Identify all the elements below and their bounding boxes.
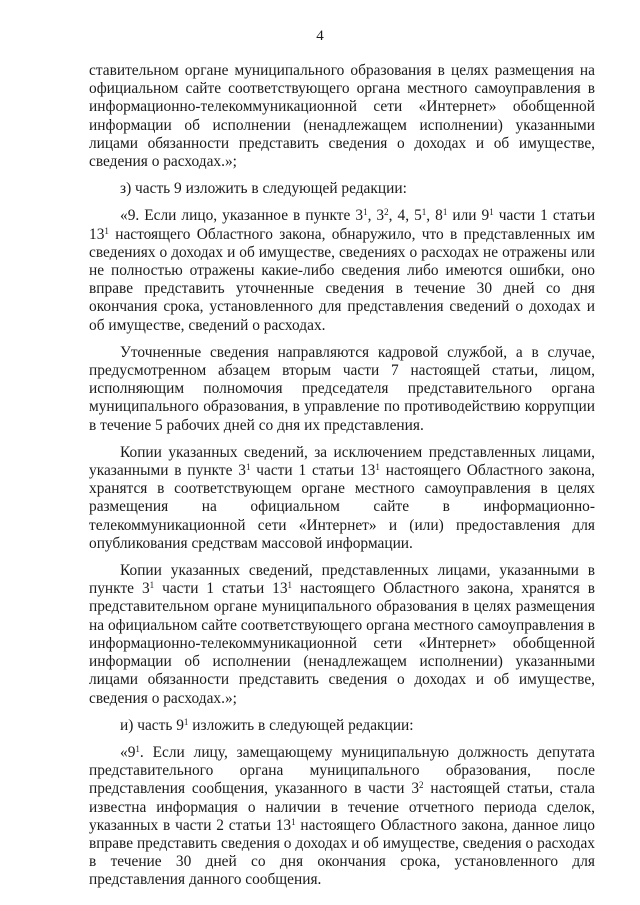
text-run: Уточненные сведения направляются кадровой службой, а в случае, предусмотренном абзацем вторым части 7 настоящей статьи, лицом, исполняющим полномочия председателя представительного органа муниципального образования, в управление по противодействию коррупции в течение 5 рабочих дней со дня их представления.: [89, 343, 595, 434]
text-run: «9: [120, 743, 136, 761]
page-number: 4: [316, 28, 324, 44]
text-run: изложить в следующей редакции:: [188, 716, 414, 734]
text-run: ставительном органе муниципального образования в целях размещения на официальном сайте соответствующего органа местного самоуправления в информационно-телекоммуникационной сети «Интернет» обобщенной информации об исполнении (ненадлежащем исполнении) указанными лицами обязанности представить сведения о доходах и об имуществе, сведения о расходах.»;: [89, 62, 595, 171]
superscript: 1: [149, 580, 155, 591]
text-run: «9. Если лицо, указанное в пункте 3: [120, 207, 364, 225]
text-run: настоящего Областного закона, хранятся в представительном органе муниципального образования в целях размещения на официальном сайте соответствующего органа местного самоуправления в информационно-телекоммуникационной сети «Интернет» обобщенной информации об исполнении (ненадлежащем исполнении) указанными лицами обязанности представить сведения о доходах и об имуществе, сведения о расходах.»;: [89, 580, 595, 707]
text-run: , 4, 5: [388, 207, 422, 225]
text-run: . Если лицу, замещающему муниципальную должность депутата представительного органа муниципального образования, после представления сообщения, указанного в части 3: [89, 743, 595, 798]
paragraph: [89, 62, 595, 171]
paragraph: [89, 562, 595, 708]
superscript: 1: [183, 716, 189, 727]
paragraph: [89, 344, 595, 435]
text-run: настоящей статьи, стала известна информация о наличии в течение отчетного периода сделок, указанных в части 2 статьи 13: [89, 780, 595, 834]
text-run: Копии указанных сведений, за исключением представленных лицами, указанными в пункте 3: [89, 443, 595, 480]
superscript: 1: [489, 207, 494, 218]
superscript: 1: [375, 462, 380, 473]
text-run: части 1 статьи 13: [154, 580, 288, 598]
superscript: 1: [287, 580, 293, 591]
paragraph: [89, 444, 595, 553]
document-body: [89, 62, 595, 890]
text-run: , 3: [367, 207, 385, 225]
superscript: 1: [135, 743, 140, 754]
superscript: 1: [442, 207, 448, 218]
paragraph: [89, 207, 595, 334]
superscript: 1: [104, 225, 109, 236]
text-run: , 8: [426, 207, 443, 225]
text-run: Копии указанных сведений, представленных лицами, указанными в пункте 3: [89, 562, 595, 598]
text-run: настоящего Областного закона, хранятся в соответствующем органе местного самоуправления в целях размещения на официальном сайте в информационно-телекоммуникационной сети «Интернет» и (или) предоставления для опубликования средствам массовой информации.: [89, 462, 595, 552]
text-run: настоящего Областного закона, обнаружило, что в представленных им сведениях о доходах и об имуществе, сведениях о расходах не отражены или не полностью отражены какие-либо сведения либо имеются ошибки, оно вправе представить уточненные сведения в течение 30 дней со дня окончания срока, установленного для представления сведений о доходах и об имуществе, сведений о расходах.: [89, 225, 595, 334]
paragraph: [89, 744, 595, 890]
superscript: 2: [419, 780, 424, 791]
text-run: части 1 статьи 13: [89, 207, 596, 243]
superscript: 2: [384, 207, 389, 218]
text-run: или 9: [447, 207, 490, 225]
text-run: настоящего Областного закона, данное лицо вправе представить сведения о доходах и об имуществе, сведения о расходах в течение 30 дней со дня окончания срока, установленного для представления данного сообщения.: [89, 816, 595, 889]
text-run: и) часть 9: [120, 716, 184, 734]
superscript: 1: [245, 462, 251, 473]
superscript: 1: [291, 816, 296, 827]
paragraph: [89, 180, 595, 198]
paragraph: [89, 717, 595, 735]
text-run: з) часть 9 изложить в следующей редакции:: [120, 180, 407, 198]
superscript: 1: [421, 207, 427, 218]
text-run: части 1 статьи 13: [250, 462, 376, 480]
superscript: 1: [363, 207, 368, 218]
